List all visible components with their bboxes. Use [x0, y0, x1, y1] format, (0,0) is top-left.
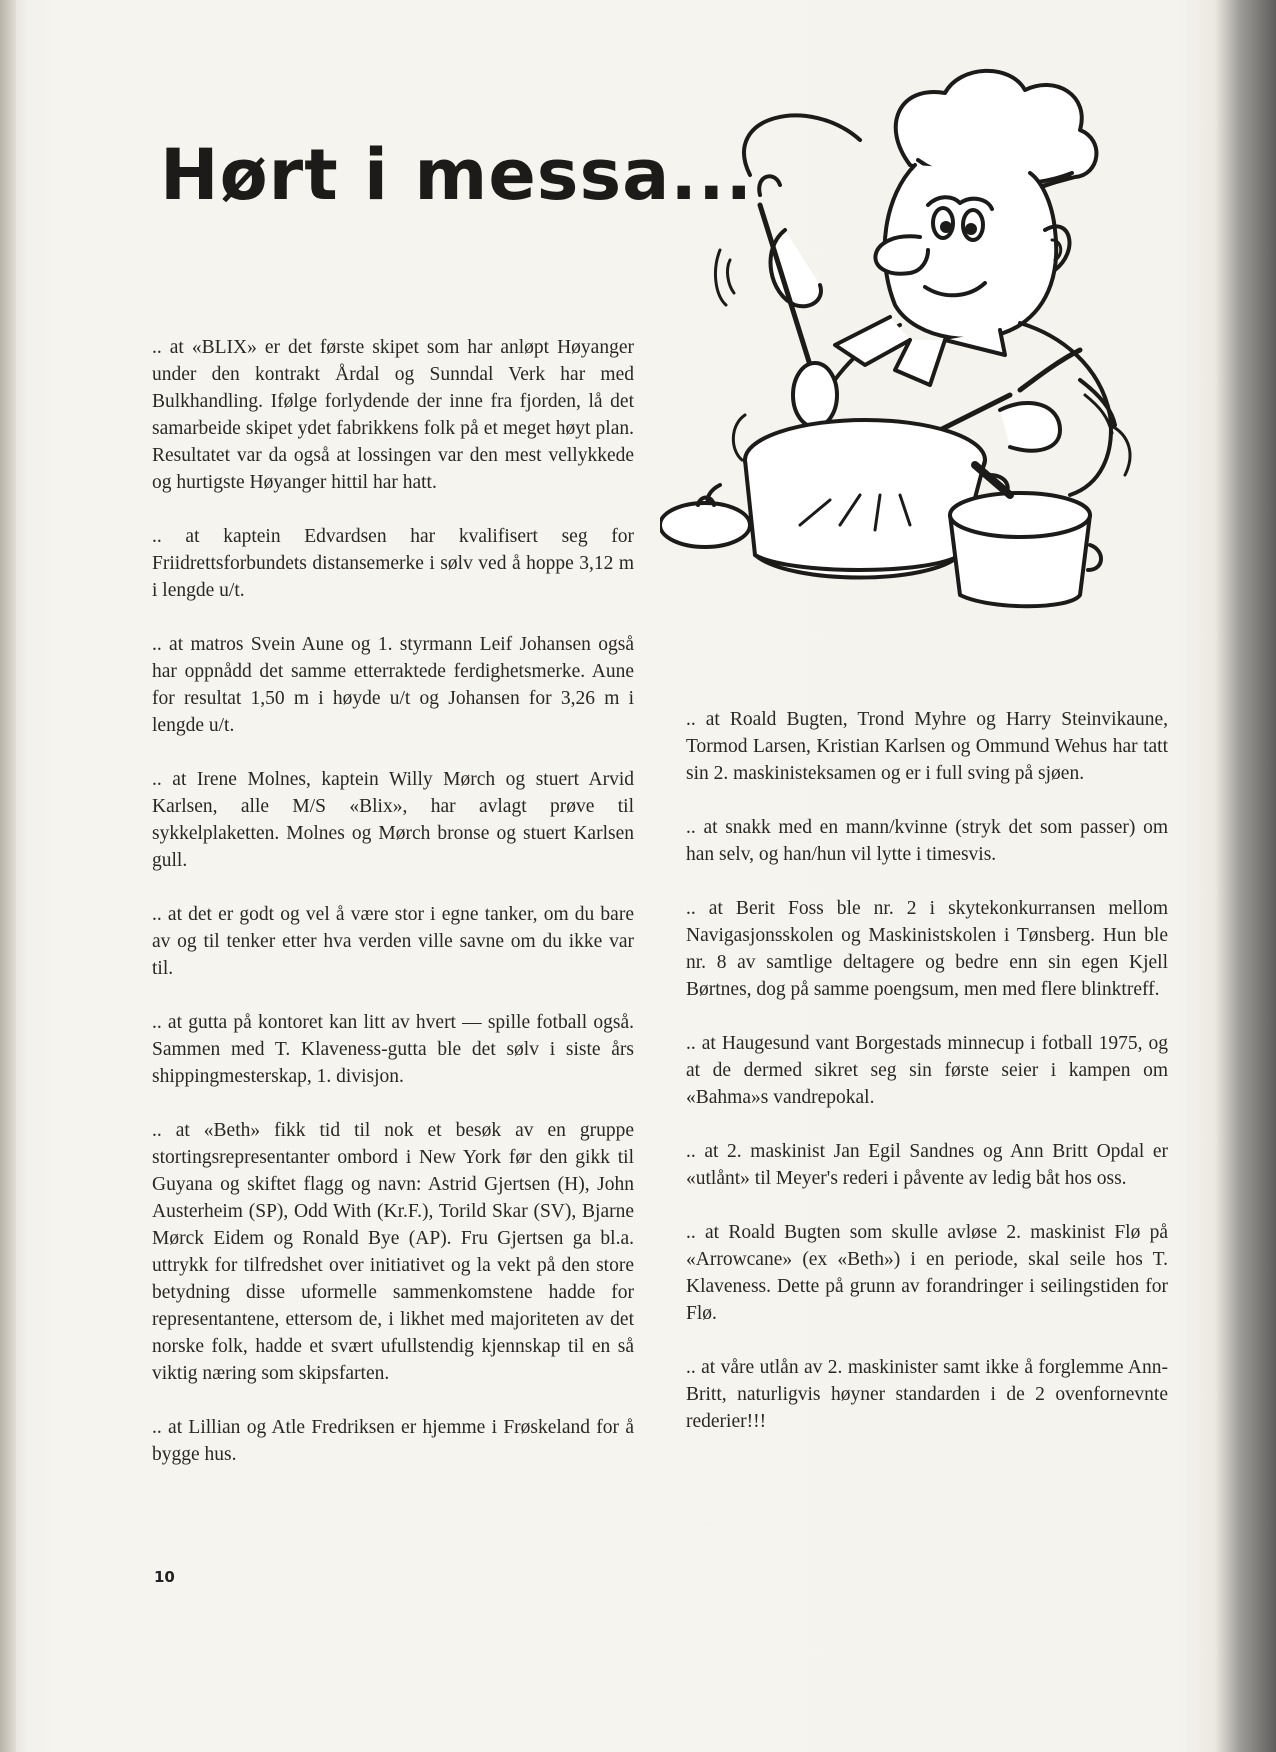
- page-binding-edge: [0, 0, 16, 1752]
- chef-cooking-illustration: [660, 55, 1180, 615]
- news-item: .. at 2. maskinist Jan Egil Sandnes og Ann Britt Opdal er «utlånt» til Meyer's rederi i påvente av ledig båt hos oss.: [686, 1141, 1168, 1189]
- news-item: .. at det er godt og vel å være stor i egne tanker, om du bare av og til tenker etter hva verden ville savne om du ikke var til.: [152, 904, 634, 979]
- news-item: .. at gutta på kontoret kan litt av hvert — spille fotball også. Sammen med T. Klaveness-gutta ble det sølv i siste års shippingmesterskap, 1. divisjon.: [152, 1012, 634, 1087]
- news-item: .. at Haugesund vant Borgestads minnecup i fotball 1975, og at de dermed sikret seg sin første seier i kampen om «Bahma»s vandrepokal.: [686, 1033, 1168, 1108]
- news-item: .. at matros Svein Aune og 1. styrmann Leif Johansen også har oppnådd det samme etterraktede ferdighetsmerke. Aune for resultat 1,50 m i høyde u/t og Johansen for 3,26 m i lengde u/t.: [152, 634, 634, 736]
- left-column: [152, 334, 634, 1495]
- news-item: .. at kaptein Edvardsen har kvalifisert seg for Friidrettsforbundets distansemerke i sølv ved å hoppe 3,12 m i lengde u/t.: [152, 526, 634, 601]
- news-item: .. at Roald Bugten, Trond Myhre og Harry Steinvikaune, Tormod Larsen, Kristian Karlsen og Ommund Wehus har tatt sin 2. maskinisteksamen og er i full sving på sjøen.: [686, 709, 1168, 784]
- page-number: 10: [154, 1568, 175, 1586]
- news-item: .. at Irene Molnes, kaptein Willy Mørch og stuert Arvid Karlsen, alle M/S «Blix», har avlagt prøve til sykkelplaketten. Molnes og Mørch bronse og stuert Karlsen gull.: [152, 769, 634, 871]
- news-item: .. at «Beth» fikk tid til nok et besøk av en gruppe stortingsrepresentanter ombord i New York før den gikk til Guyana og skiftet flagg og navn: Astrid Gjertsen (H), John Austerheim (SP), Odd With (Kr.F.), Torild Skar (SV), Bjarne Mørck Eidem og Ronald Bye (AP). Fru Gjertsen ga bl.a. uttrykk for tilfredshet over initiativet og la vekt på den store betydning disse uformelle sammenkomstene hadde for representantene, ettersom de, i likhet med majoriteten av det norske folk, hadde et svært ufullstendig kjennskap til en så viktig næring som skipsfarten.: [152, 1120, 634, 1384]
- page-title: Hørt i messa...: [160, 134, 754, 216]
- news-item: .. at Lillian og Atle Fredriksen er hjemme i Frøskeland for å bygge hus.: [152, 1417, 634, 1465]
- news-item: .. at våre utlån av 2. maskinister samt ikke å forglemme Ann-Britt, naturligvis høyner standarden i de 2 ovenfornevnte rederier!!!: [686, 1357, 1168, 1432]
- right-column: [686, 706, 1168, 1462]
- news-item: .. at snakk med en mann/kvinne (stryk det som passer) om han selv, og han/hun vil lytte i timesvis.: [686, 817, 1168, 865]
- news-item: .. at «BLIX» er det første skipet som har anløpt Høyanger under den kontrakt Årdal og Sunndal Verk har med Bulkhandling. Ifølge forlydende der inne fra fjorden, lå det samarbeide skipet ydet fabrikkens folk på et meget høyt plan. Resultatet var da også at lossingen var den mest vellykkede og hurtigste Høyanger hittil har hatt.: [152, 337, 634, 493]
- news-item: .. at Roald Bugten som skulle avløse 2. maskinist Flø på «Arrowcane» (ex «Beth») i en periode, skal seile hos T. Klaveness. Dette på grunn av forandringer i seilingstiden for Flø.: [686, 1222, 1168, 1324]
- news-item: .. at Berit Foss ble nr. 2 i skytekonkurransen mellom Navigasjonsskolen og Maskinistskolen i Tønsberg. Hun ble nr. 8 av samtlige deltagere og bedre enn sin egen Kjell Børtnes, dog på samme poengsum, men med flere blinktreff.: [686, 898, 1168, 1000]
